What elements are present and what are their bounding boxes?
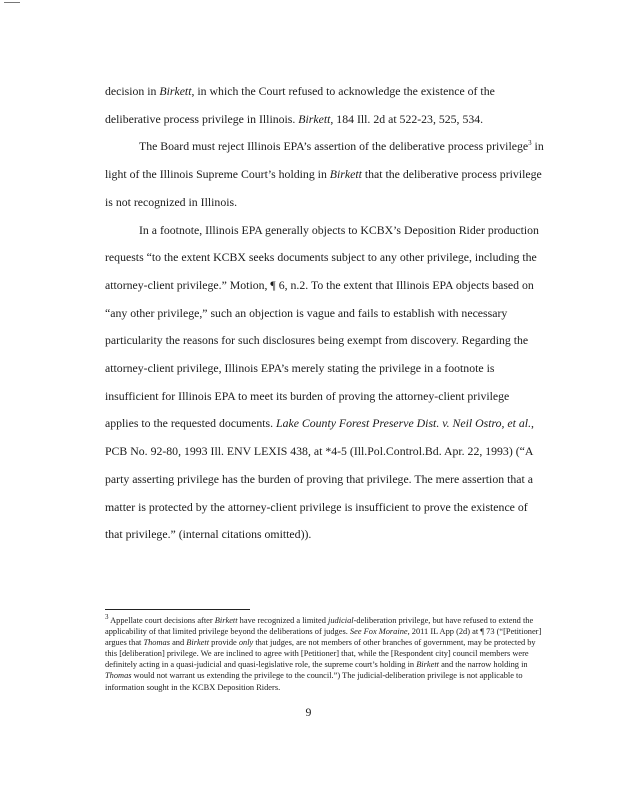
italic-run: Lake County Forest Preserve Dist. v. Neil Ostro, et al. (276, 416, 532, 431)
italic-run: Birkett (329, 167, 362, 182)
text-run: -deliberation privilege, but have refused to extend the applicability of that limited privilege beyond the deliberations of judges. (105, 616, 534, 637)
italic-run: Thomas (143, 638, 170, 648)
footnote-divider (105, 609, 250, 610)
italic-run: only (238, 638, 254, 648)
footnote-3 (105, 615, 545, 693)
text-run: In a footnote, Illinois EPA generally objects to KCBX’s Deposition Rider production requests “to the extent KCBX seeks documents subject to any other privilege, including the attorney-client privilege.” Motion, ¶ 6, n.2. To the extent that Illinois EPA objects based on “any other privilege,” such an objection is vague and fails to establish with necessary particularity the reasons for such disclosures being exempt from discovery. Regarding the attorney-client privilege, Illinois EPA’s merely stating the privilege in a footnote is insufficient for Illinois EPA to meet its burden of proving the attorney-client privilege applies to the requested documents. (105, 222, 539, 431)
paragraph-2 (105, 133, 545, 216)
text-run: The Board must reject Illinois EPA’s assertion of the deliberative process privilege (139, 139, 529, 154)
footnote-marker: 3 (105, 613, 109, 622)
italic-run: judicial (328, 616, 354, 625)
italic-run: Birkett (159, 84, 192, 98)
text-run: and the narrow holding in (438, 660, 528, 670)
italic-run: Birkett (186, 638, 210, 648)
italic-run: See Fox Moraine (349, 627, 408, 637)
italic-run: Thomas (105, 671, 132, 681)
text-run: , in which the Court refused to acknowledge the existence of the deliberative process privilege in Illinois. (105, 84, 495, 126)
text-run: in light of the Illinois Supreme Court’s holding in (105, 139, 544, 182)
italic-run: Birkett (416, 660, 439, 670)
scan-corner-mark (4, 2, 20, 7)
text-run: that judges, are not members of other branches of government, may be protected by this [deliberation] privilege. We are inclined to agree with [Petitioner] that, while the [Respondent city] council members were definitely acting in a quasi-judicial and quasi-legislative role, the supreme court’s holding in (105, 638, 536, 670)
body-text (105, 78, 545, 549)
text-run: decision in (105, 84, 160, 98)
text-run: , PCB No. 92-80, 1993 Ill. ENV LEXIS 438, at *4-5 (Ill.Pol.Control.Bd. Apr. 22, 1993) (“A party asserting privilege has the burden of proving that privilege. The mere assertion that a matter is protected by the attorney-client privilege is insufficient to prove the existence of that privilege.” (internal citations omitted)). (105, 416, 534, 542)
page-number: 9 (305, 705, 312, 719)
text-run: and (169, 638, 187, 648)
footnote-marker: 3 (528, 139, 532, 148)
italic-run: Birkett (298, 111, 331, 126)
text-run: would not warrant us extending the privilege to the council.”) The judicial-deliberation privilege is not applicable to information sought in the KCBX Deposition Riders. (105, 671, 523, 692)
text-run: provide (209, 638, 239, 648)
text-run: Appellate court decisions after (108, 616, 215, 625)
text-run: that the deliberative process privilege is not recognized in Illinois. (105, 167, 542, 209)
paragraph-3 (105, 217, 545, 549)
text-run: , 184 Ill. 2d at 522-23, 525, 534. (330, 111, 484, 126)
italic-run: Birkett (214, 616, 238, 625)
text-run: have recognized a limited (237, 616, 329, 625)
paragraph-1 (105, 78, 545, 133)
text-run: , 2011 IL App (2d) at ¶ 73 (“[Petitioner] argues that (105, 627, 542, 648)
